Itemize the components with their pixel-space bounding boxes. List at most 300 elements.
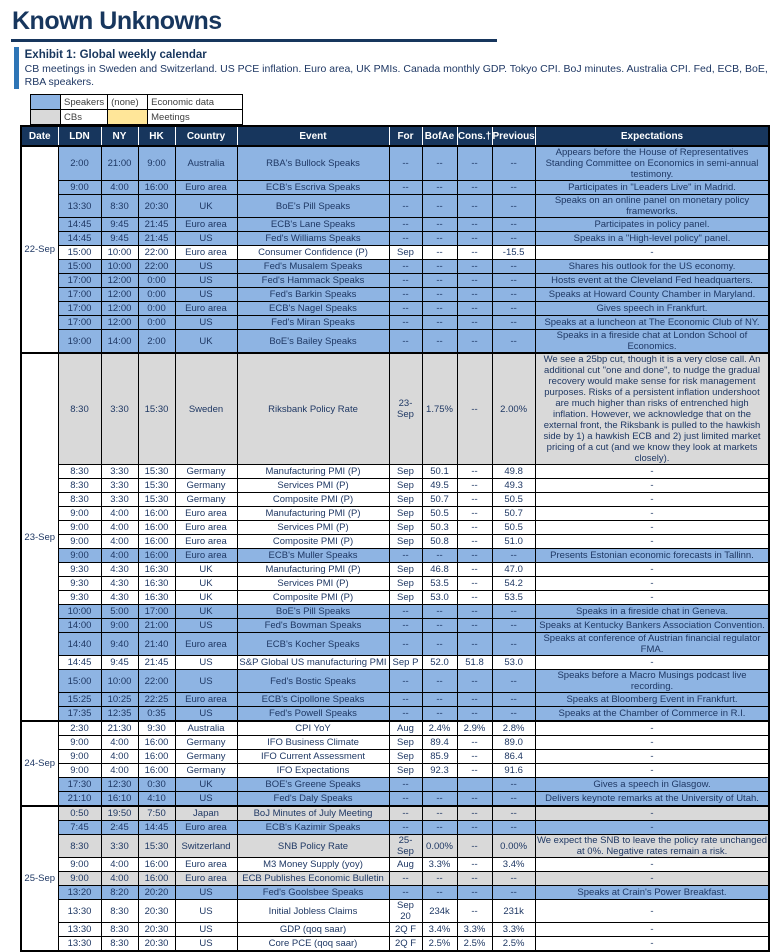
- bofae-cell: 50.7: [422, 493, 457, 507]
- expectations-cell: -: [535, 923, 769, 937]
- column-header-expectations: Expectations: [535, 126, 769, 146]
- for-cell: Sep: [389, 521, 422, 535]
- for-cell: Aug: [389, 721, 422, 736]
- time-hk-cell: 20:30: [138, 937, 175, 952]
- table-row: [21, 670, 769, 693]
- time-hk-cell: 9:00: [138, 146, 175, 181]
- for-cell: --: [389, 330, 422, 354]
- country-cell: Euro area: [175, 535, 237, 549]
- expectations-cell: -: [535, 937, 769, 952]
- time-ny-cell: 4:00: [101, 181, 138, 195]
- expectations-cell: We see a 25bp cut, though it is a very close call. An additional cut "one and done", to nudge the gradual recovery would make sense for risk management purposes. Risks of a persistent inflation undershoot are much higher than risks of entrenched high inflation. However, we acknowledge that on the external front, the Riksbank is pulled to the hawkish side by 1) a hawkish ECB and 2) just limited market pricing of a cut (and we know they look at markets closely).: [535, 353, 769, 465]
- previous-cell: --: [492, 146, 535, 181]
- legend-label: Speakers: [61, 95, 108, 110]
- column-header-cons: Cons.†: [457, 126, 492, 146]
- table-row: [21, 923, 769, 937]
- bofae-cell: --: [422, 792, 457, 807]
- for-cell: --: [389, 670, 422, 693]
- previous-cell: --: [492, 619, 535, 633]
- previous-cell: --: [492, 316, 535, 330]
- previous-cell: --: [492, 670, 535, 693]
- time-hk-cell: 4:10: [138, 792, 175, 807]
- bofae-cell: 50.3: [422, 521, 457, 535]
- time-hk-cell: 15:30: [138, 353, 175, 465]
- event-cell: ECB's Kocher Speaks: [237, 633, 389, 656]
- time-hk-cell: 16:30: [138, 591, 175, 605]
- bofae-cell: --: [422, 872, 457, 886]
- bofae-cell: --: [422, 232, 457, 246]
- date-cell: 22-Sep: [21, 146, 58, 353]
- time-hk-cell: 22:00: [138, 260, 175, 274]
- cons-cell: --: [457, 507, 492, 521]
- time-ny-cell: 3:30: [101, 479, 138, 493]
- time-hk-cell: 0:00: [138, 316, 175, 330]
- time-ny-cell: 8:30: [101, 923, 138, 937]
- event-cell: Manufacturing PMI (P): [237, 465, 389, 479]
- expectations-cell: -: [535, 806, 769, 821]
- event-cell: Composite PMI (P): [237, 493, 389, 507]
- table-row: [21, 619, 769, 633]
- expectations-cell: Speaks at Bloomberg Event in Frankfurt.: [535, 693, 769, 707]
- cons-cell: --: [457, 246, 492, 260]
- cons-cell: --: [457, 591, 492, 605]
- legend-body: [31, 95, 243, 125]
- time-ny-cell: 12:35: [101, 707, 138, 722]
- event-cell: Fed's Musalem Speaks: [237, 260, 389, 274]
- time-ldn-cell: 8:30: [58, 835, 101, 858]
- event-cell: ECB's Muller Speaks: [237, 549, 389, 563]
- event-cell: ECB's Cipollone Speaks: [237, 693, 389, 707]
- time-ldn-cell: 15:00: [58, 260, 101, 274]
- table-row: [21, 633, 769, 656]
- exhibit-subtitle: CB meetings in Sweden and Switzerland. US PCE inflation. Euro area, UK PMIs. Canada monthly GDP. Tokyo CPI. BoJ minutes. Australia CPI. Fed, ECB, BoE, RBA speakers.: [24, 63, 768, 88]
- previous-cell: 91.6: [492, 764, 535, 778]
- for-cell: --: [389, 886, 422, 900]
- table-row: [21, 806, 769, 821]
- table-row: [21, 146, 769, 181]
- bofae-cell: --: [422, 821, 457, 835]
- column-header-event: Event: [237, 126, 389, 146]
- cons-cell: 3.3%: [457, 923, 492, 937]
- country-cell: Euro area: [175, 821, 237, 835]
- time-ldn-cell: 17:35: [58, 707, 101, 722]
- previous-cell: 50.7: [492, 507, 535, 521]
- previous-cell: 49.8: [492, 465, 535, 479]
- bofae-cell: [422, 778, 457, 792]
- time-ldn-cell: 8:30: [58, 493, 101, 507]
- time-hk-cell: 15:30: [138, 479, 175, 493]
- cons-cell: --: [457, 353, 492, 465]
- bofae-cell: 53.0: [422, 591, 457, 605]
- cons-cell: --: [457, 274, 492, 288]
- previous-cell: 86.4: [492, 750, 535, 764]
- cons-cell: --: [457, 605, 492, 619]
- time-ldn-cell: 9:00: [58, 549, 101, 563]
- table-row: [21, 591, 769, 605]
- bofae-cell: --: [422, 260, 457, 274]
- event-cell: ECB's Nagel Speaks: [237, 302, 389, 316]
- gray-swatch: [31, 110, 61, 125]
- cons-cell: --: [457, 260, 492, 274]
- bofae-cell: --: [422, 330, 457, 354]
- previous-cell: 50.5: [492, 493, 535, 507]
- expectations-cell: Hosts event at the Cleveland Fed headquarters.: [535, 274, 769, 288]
- cons-cell: --: [457, 792, 492, 807]
- cons-cell: --: [457, 806, 492, 821]
- event-cell: Fed's Goolsbee Speaks: [237, 886, 389, 900]
- country-cell: Euro area: [175, 302, 237, 316]
- for-cell: 23-Sep: [389, 353, 422, 465]
- time-ny-cell: 9:40: [101, 633, 138, 656]
- time-ny-cell: 4:30: [101, 563, 138, 577]
- bofae-cell: 234k: [422, 900, 457, 923]
- time-ny-cell: 4:00: [101, 521, 138, 535]
- expectations-cell: Speaks at the Chamber of Commerce in R.I.: [535, 707, 769, 722]
- time-hk-cell: 16:00: [138, 736, 175, 750]
- bofae-cell: --: [422, 605, 457, 619]
- cons-cell: --: [457, 750, 492, 764]
- time-ny-cell: 3:30: [101, 465, 138, 479]
- cons-cell: --: [457, 693, 492, 707]
- time-ldn-cell: 9:30: [58, 563, 101, 577]
- exhibit-accent-bar: [14, 47, 19, 89]
- country-cell: Germany: [175, 479, 237, 493]
- table-row: [21, 507, 769, 521]
- time-ldn-cell: 14:00: [58, 619, 101, 633]
- table-row: [21, 353, 769, 465]
- cons-cell: --: [457, 563, 492, 577]
- cons-cell: --: [457, 195, 492, 218]
- column-header-date: Date: [21, 126, 58, 146]
- table-row: [21, 792, 769, 807]
- cons-cell: --: [457, 316, 492, 330]
- report-page: [0, 7, 778, 949]
- bofae-cell: --: [422, 302, 457, 316]
- country-cell: Euro area: [175, 872, 237, 886]
- cons-cell: --: [457, 619, 492, 633]
- country-cell: US: [175, 260, 237, 274]
- country-cell: Euro area: [175, 507, 237, 521]
- event-cell: BoE's Pill Speaks: [237, 195, 389, 218]
- bofae-cell: --: [422, 886, 457, 900]
- time-ny-cell: 9:45: [101, 656, 138, 670]
- event-cell: BoE's Pill Speaks: [237, 605, 389, 619]
- bofae-cell: --: [422, 633, 457, 656]
- bofae-cell: 50.5: [422, 507, 457, 521]
- cons-cell: --: [457, 821, 492, 835]
- time-hk-cell: 21:00: [138, 619, 175, 633]
- table-row: [21, 330, 769, 354]
- event-cell: Services PMI (P): [237, 521, 389, 535]
- table-row: [21, 605, 769, 619]
- country-cell: UK: [175, 591, 237, 605]
- country-cell: US: [175, 923, 237, 937]
- cons-cell: [457, 778, 492, 792]
- country-cell: US: [175, 937, 237, 952]
- expectations-cell: Participates in policy panel.: [535, 218, 769, 232]
- table-row: [21, 479, 769, 493]
- cons-cell: --: [457, 764, 492, 778]
- expectations-cell: Participates in "Leaders Live" in Madrid.: [535, 181, 769, 195]
- expectations-cell: -: [535, 465, 769, 479]
- for-cell: Sep: [389, 577, 422, 591]
- time-ldn-cell: 17:30: [58, 778, 101, 792]
- time-ny-cell: 9:00: [101, 619, 138, 633]
- expectations-cell: Appears before the House of Representatives Standing Committee on Economics in semi-annual testimony.: [535, 146, 769, 181]
- bofae-cell: 53.5: [422, 577, 457, 591]
- time-hk-cell: 20:20: [138, 886, 175, 900]
- table-row: [21, 821, 769, 835]
- event-cell: ECB's Escriva Speaks: [237, 181, 389, 195]
- time-hk-cell: 17:00: [138, 605, 175, 619]
- previous-cell: --: [492, 633, 535, 656]
- table-row: [21, 195, 769, 218]
- country-cell: Germany: [175, 750, 237, 764]
- exhibit-header: [14, 47, 778, 89]
- for-cell: --: [389, 316, 422, 330]
- event-cell: Fed's Barkin Speaks: [237, 288, 389, 302]
- cons-cell: --: [457, 707, 492, 722]
- cons-cell: --: [457, 858, 492, 872]
- bofae-cell: --: [422, 707, 457, 722]
- bofae-cell: 49.5: [422, 479, 457, 493]
- time-hk-cell: 15:30: [138, 493, 175, 507]
- time-hk-cell: 20:30: [138, 900, 175, 923]
- event-cell: Composite PMI (P): [237, 535, 389, 549]
- time-ny-cell: 2:45: [101, 821, 138, 835]
- for-cell: --: [389, 633, 422, 656]
- time-ldn-cell: 17:00: [58, 288, 101, 302]
- legend-label: (none): [108, 95, 148, 110]
- column-header-ldn: LDN: [58, 126, 101, 146]
- for-cell: Sep 20: [389, 900, 422, 923]
- for-cell: 2Q F: [389, 937, 422, 952]
- previous-cell: --: [492, 778, 535, 792]
- table-row: [21, 316, 769, 330]
- previous-cell: --: [492, 232, 535, 246]
- time-hk-cell: 9:30: [138, 721, 175, 736]
- table-row: [21, 886, 769, 900]
- previous-cell: --: [492, 872, 535, 886]
- time-hk-cell: 16:00: [138, 507, 175, 521]
- time-ldn-cell: 13:30: [58, 195, 101, 218]
- for-cell: --: [389, 549, 422, 563]
- legend-label: CBs: [61, 110, 108, 125]
- time-ny-cell: 4:00: [101, 549, 138, 563]
- time-ldn-cell: 9:00: [58, 521, 101, 535]
- legend-row: [31, 110, 243, 125]
- time-hk-cell: 22:00: [138, 246, 175, 260]
- time-ny-cell: 4:00: [101, 872, 138, 886]
- column-header-ny: NY: [101, 126, 138, 146]
- time-ny-cell: 12:30: [101, 778, 138, 792]
- previous-cell: 0.00%: [492, 835, 535, 858]
- expectations-cell: -: [535, 900, 769, 923]
- bofae-cell: --: [422, 806, 457, 821]
- expectations-cell: Shares his outlook for the US economy.: [535, 260, 769, 274]
- country-cell: UK: [175, 605, 237, 619]
- event-cell: ECB's Lane Speaks: [237, 218, 389, 232]
- time-ldn-cell: 15:25: [58, 693, 101, 707]
- table-row: [21, 246, 769, 260]
- table-row: [21, 493, 769, 507]
- time-hk-cell: 0:00: [138, 288, 175, 302]
- table-row: [21, 721, 769, 736]
- time-ldn-cell: 13:20: [58, 886, 101, 900]
- country-cell: Germany: [175, 736, 237, 750]
- time-ldn-cell: 9:00: [58, 181, 101, 195]
- event-cell: Services PMI (P): [237, 577, 389, 591]
- time-ldn-cell: 17:00: [58, 316, 101, 330]
- bofae-cell: --: [422, 670, 457, 693]
- expectations-cell: -: [535, 736, 769, 750]
- time-ny-cell: 5:00: [101, 605, 138, 619]
- cons-cell: --: [457, 736, 492, 750]
- cons-cell: 2.9%: [457, 721, 492, 736]
- for-cell: 2Q F: [389, 923, 422, 937]
- event-cell: IFO Expectations: [237, 764, 389, 778]
- bofae-cell: --: [422, 288, 457, 302]
- column-header-country: Country: [175, 126, 237, 146]
- table-row: [21, 260, 769, 274]
- cons-cell: --: [457, 633, 492, 656]
- previous-cell: --: [492, 605, 535, 619]
- time-hk-cell: 16:00: [138, 764, 175, 778]
- previous-cell: 54.2: [492, 577, 535, 591]
- country-cell: Germany: [175, 764, 237, 778]
- time-ldn-cell: 21:10: [58, 792, 101, 807]
- cons-cell: --: [457, 181, 492, 195]
- time-ny-cell: 4:00: [101, 507, 138, 521]
- country-cell: Euro area: [175, 521, 237, 535]
- for-cell: --: [389, 619, 422, 633]
- country-cell: UK: [175, 563, 237, 577]
- previous-cell: --: [492, 195, 535, 218]
- country-cell: UK: [175, 195, 237, 218]
- time-ny-cell: 4:30: [101, 577, 138, 591]
- column-header-hk: HK: [138, 126, 175, 146]
- previous-cell: --: [492, 821, 535, 835]
- table-row: [21, 858, 769, 872]
- table-row: [21, 465, 769, 479]
- previous-cell: 2.5%: [492, 937, 535, 952]
- time-hk-cell: 16:00: [138, 858, 175, 872]
- expectations-cell: Speaks in a "High-level policy" panel.: [535, 232, 769, 246]
- expectations-cell: Delivers keynote remarks at the University of Utah.: [535, 792, 769, 807]
- time-ny-cell: 19:50: [101, 806, 138, 821]
- for-cell: --: [389, 707, 422, 722]
- time-hk-cell: 16:00: [138, 535, 175, 549]
- event-cell: IFO Current Assessment: [237, 750, 389, 764]
- expectations-cell: Speaks on an online panel on monetary policy frameworks.: [535, 195, 769, 218]
- time-ldn-cell: 9:30: [58, 591, 101, 605]
- time-ldn-cell: 7:45: [58, 821, 101, 835]
- time-hk-cell: 22:25: [138, 693, 175, 707]
- previous-cell: --: [492, 549, 535, 563]
- event-cell: GDP (qoq saar): [237, 923, 389, 937]
- for-cell: Sep: [389, 764, 422, 778]
- time-ny-cell: 12:00: [101, 274, 138, 288]
- expectations-cell: -: [535, 656, 769, 670]
- bofae-cell: --: [422, 619, 457, 633]
- table-row: [21, 707, 769, 722]
- event-cell: M3 Money Supply (yoy): [237, 858, 389, 872]
- event-cell: SNB Policy Rate: [237, 835, 389, 858]
- bofae-cell: --: [422, 146, 457, 181]
- time-ny-cell: 4:00: [101, 858, 138, 872]
- expectations-cell: Speaks at a luncheon at The Economic Club of NY.: [535, 316, 769, 330]
- time-ldn-cell: 9:00: [58, 535, 101, 549]
- event-cell: BoJ Minutes of July Meeting: [237, 806, 389, 821]
- legend-label: Economic data: [148, 95, 243, 110]
- date-cell: 23-Sep: [21, 353, 58, 721]
- cons-cell: --: [457, 835, 492, 858]
- time-ny-cell: 4:00: [101, 764, 138, 778]
- cons-cell: --: [457, 900, 492, 923]
- expectations-cell: Gives a speech in Glasgow.: [535, 778, 769, 792]
- date-cell: 24-Sep: [21, 721, 58, 806]
- time-ldn-cell: 9:00: [58, 858, 101, 872]
- for-cell: --: [389, 792, 422, 807]
- cons-cell: --: [457, 146, 492, 181]
- cons-cell: 2.5%: [457, 937, 492, 952]
- expectations-cell: -: [535, 563, 769, 577]
- time-ldn-cell: 13:30: [58, 923, 101, 937]
- event-cell: IFO Business Climate: [237, 736, 389, 750]
- time-ny-cell: 16:10: [101, 792, 138, 807]
- previous-cell: --: [492, 330, 535, 354]
- event-cell: S&P Global US manufacturing PMI: [237, 656, 389, 670]
- country-cell: UK: [175, 330, 237, 354]
- time-ny-cell: 4:00: [101, 535, 138, 549]
- time-hk-cell: 16:00: [138, 181, 175, 195]
- country-cell: Australia: [175, 721, 237, 736]
- previous-cell: 3.4%: [492, 858, 535, 872]
- event-cell: ECB's Kazimir Speaks: [237, 821, 389, 835]
- time-ny-cell: 3:30: [101, 353, 138, 465]
- for-cell: --: [389, 181, 422, 195]
- time-hk-cell: 21:45: [138, 218, 175, 232]
- for-cell: Sep: [389, 465, 422, 479]
- country-cell: Euro area: [175, 549, 237, 563]
- for-cell: Sep: [389, 750, 422, 764]
- bofae-cell: 89.4: [422, 736, 457, 750]
- table-row: [21, 750, 769, 764]
- country-cell: Euro area: [175, 858, 237, 872]
- time-ny-cell: 21:00: [101, 146, 138, 181]
- country-cell: UK: [175, 577, 237, 591]
- for-cell: Sep: [389, 507, 422, 521]
- for-cell: --: [389, 821, 422, 835]
- table-row: [21, 288, 769, 302]
- for-cell: --: [389, 274, 422, 288]
- event-cell: Manufacturing PMI (P): [237, 563, 389, 577]
- previous-cell: --: [492, 274, 535, 288]
- time-ny-cell: 12:00: [101, 316, 138, 330]
- time-hk-cell: 16:00: [138, 549, 175, 563]
- country-cell: US: [175, 619, 237, 633]
- for-cell: Sep: [389, 563, 422, 577]
- expectations-cell: -: [535, 577, 769, 591]
- previous-cell: 89.0: [492, 736, 535, 750]
- column-header-for: For: [389, 126, 422, 146]
- previous-cell: 53.0: [492, 656, 535, 670]
- for-cell: 25-Sep: [389, 835, 422, 858]
- legend-label: Meetings: [148, 110, 243, 125]
- previous-cell: --: [492, 707, 535, 722]
- expectations-cell: Speaks in a fireside chat in Geneva.: [535, 605, 769, 619]
- cons-cell: --: [457, 535, 492, 549]
